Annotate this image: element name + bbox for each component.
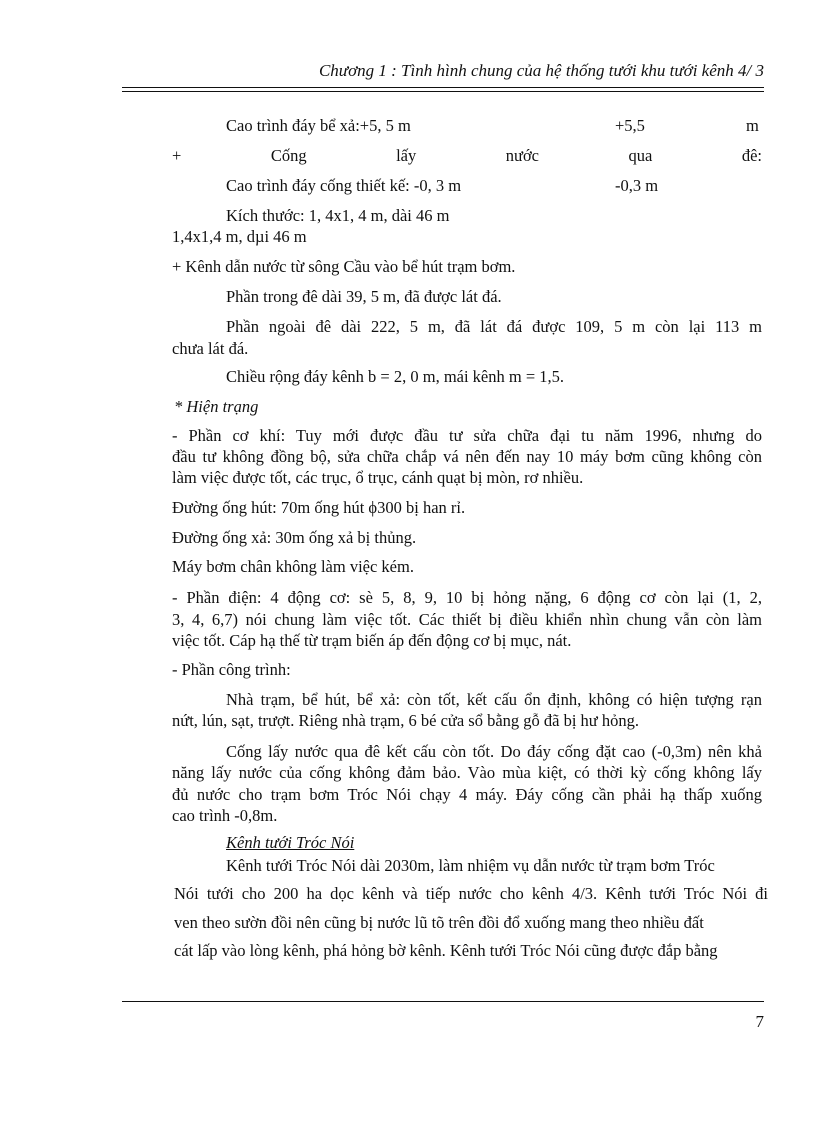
text-line: cát lấp vào lòng kênh, phá hỏng bờ kênh. Kênh tưới Tróc Nói cũng được đắp bằng — [174, 941, 718, 960]
section-heading: * Hiện trạng — [174, 397, 259, 416]
text-line: Nói tưới cho 200 ha dọc kênh và tiếp nước cho kênh 4/3. Kênh tưới Tróc Nói đi — [174, 884, 768, 903]
text-line: - Phần công trình: — [172, 660, 291, 679]
text-line: cao trình -0,8m. — [172, 806, 278, 825]
text-word: qua — [628, 146, 653, 165]
header-rule-bottom — [122, 91, 764, 92]
page-number: 7 — [755, 1012, 764, 1031]
text-line: Kênh tưới Tróc Nói dài 2030m, làm nhiệm vụ dẫn nước từ trạm bơm Tróc — [226, 856, 715, 875]
text-line: nứt, lún, sạt, trượt. Riêng nhà trạm, 6 bé cửa sổ bằng gỗ đã bị hư hỏng. — [172, 711, 640, 730]
text-line: m — [746, 116, 759, 135]
footer-rule — [122, 1001, 764, 1002]
text-line: đủ nước cho trạm bơm Tróc Nói chạy 4 máy. Đáy cống cần phải hạ thấp xuống — [172, 785, 762, 804]
text-line: đầu tư không đồng bộ, sửa chữa chắp vá nên đến nay 10 máy bơm cũng không còn — [172, 447, 762, 466]
text-line: việc tốt. Cáp hạ thế từ trạm biến áp đến động cơ bị mục, nát. — [172, 631, 572, 650]
text-line: Đường ống xả: 30m ống xả bị thủng. — [172, 528, 417, 547]
text-line: Máy bơm chân không làm việc kém. — [172, 557, 414, 576]
text-word: lấy — [396, 146, 417, 165]
text-line: + Kênh dẫn nước từ sông Cầu vào bể hút trạm bơm. — [172, 257, 516, 276]
text-word: Cống — [270, 146, 307, 165]
text-line: chưa lát đá. — [172, 339, 249, 358]
text-line: ven theo sườn đồi nên cũng bị nước lũ tõ trên đồi đổ xuống mang theo nhiều đất — [174, 913, 704, 932]
text-line: - Phần cơ khí: Tuy mới được đầu tư sửa chữa đại tu năm 1996, nhưng do — [172, 426, 762, 445]
text-line: - Phần điện: 4 động cơ: sè 5, 8, 9, 10 bị hỏng nặng, 6 động cơ còn lại (1, 2, — [172, 588, 762, 607]
text-line: làm việc được tốt, các trục, ổ trục, cánh quạt bị mòn, rơ nhiều. — [172, 468, 584, 487]
text-line: Phần trong đê dài 39, 5 m, đã được lát đá. — [226, 287, 502, 306]
text-word: nước — [505, 146, 539, 165]
text-line: Cao trình đáy bể xả:+5, 5 m — [226, 116, 411, 135]
text-word: đê: — [741, 146, 762, 165]
text-line-spread — [172, 146, 762, 166]
text-line: Chiều rộng đáy kênh b = 2, 0 m, mái kênh m = 1,5. — [226, 367, 565, 386]
text-line: 3, 4, 6,7) nói chung làm việc tốt. Các thiết bị điều khiển nhìn chung vẫn còn làm — [172, 610, 762, 629]
text-line: 1,4x1,4 m, dµi 46 m — [172, 227, 307, 246]
text-line: năng lấy nước của cống không đảm bảo. Vào mùa kiệt, có thời kỳ cống không lấy — [172, 763, 762, 782]
text-line: -0,3 m — [615, 176, 659, 195]
text-line: Nhà trạm, bể hút, bể xả: còn tốt, kết cấu ổn định, không có hiện tượng rạn — [226, 690, 762, 709]
text-line: Cống lấy nước qua đê kết cấu còn tốt. Do đáy cống đặt cao (-0,3m) nên khả — [226, 742, 762, 761]
text-line: Đường ống hút: 70m ống hút ϕ300 bị han rỉ. — [172, 498, 466, 517]
header-rule-top — [122, 87, 764, 88]
section-heading: Kênh tưới Tróc Nói — [226, 833, 355, 852]
text-line: Kích thước: 1, 4x1, 4 m, dài 46 m — [226, 206, 450, 225]
text-word: + — [172, 146, 182, 165]
text-line: Cao trình đáy cống thiết kế: -0, 3 m — [226, 176, 462, 195]
text-line: Phần ngoài đê dài 222, 5 m, đã lát đá được 109, 5 m còn lại 113 m — [226, 317, 762, 336]
text-line: +5,5 — [615, 116, 645, 135]
page-header-title: Chương 1 : Tình hình chung của hệ thống tưới khu tưới kênh 4/ 3 — [318, 61, 764, 80]
